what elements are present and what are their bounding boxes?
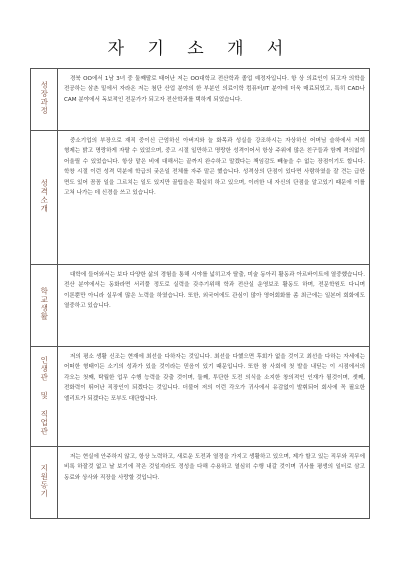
section-text-school-life: 대학에 들어와서는 보다 다양한 삶의 경험을 통해 시야를 넓히고자 탈출, 미술 동아리 활동과 아르바이트에 열중했습니다. 전산 분야에서는 동화라면 서리풀 정도로 실력을 갖추기위해 학과 전산실 운영보조 활동도 하며, 전문학원도 다니며 이론뿐만 아니라 실무에 많은 노력을 하였습니다. 또한, 외국어에도 관심이 많아 영어회화를 좀 최근에는 일본어 회화에도 열중하고 있습니다.	[58, 265, 370, 347]
section-row-motivation	[31, 447, 370, 519]
section-row-school-life	[31, 265, 370, 347]
section-row-personality	[31, 131, 370, 265]
document-title: 자 기 소 개 서	[107, 39, 293, 59]
section-text-personality: 중소기업의 부장으로 재직 중이신 근엄하신 아버지와 늘 화목과 성실을 강조하시는 자상하신 어머님 슬하에서 저희 형제는 밝고 명랑하게 자랄 수 있었으며, 중고 시절 일만하고 명랑한 성격이어서 항상 주위에 많은 친구들과 함께 격의없이 어울릴 수 있었습니다. 항상 맡은 비에 대해서는 끝까지 완수하고 말겠다는 책임감도 빼놓을 수 없는 장점이기도 합니다. 학창 시절 이런 성격 덕분에 학급의 궂은일 전체를 자주 맡곤 했습니다. 성격상의 단점이 있다면 사람하였을 잘 견는 급한 면도 있어 꼼꼼 일을 그르치는 일도 있지만 꿀팁을은 확실히 하고 있으며, 이러한 내 자신의 단점을 알고있기 때문에 이를 고쳐 나가는 데 신경을 쓰고 있습니다.	[58, 131, 370, 265]
section-text-life-view: 저의 평소 생활 신조는 현재에 최선을 다하자는 것입니다. 최선을 다했으면 후회가 없을 것이고 최선을 다하는 자세에는 어떠한 형태이든 소기의 성과가 있을 것이라는 믿음이 있기 때문입니다. 또한 참 사회에 첫 발을 내딛는 이 시점에서의 각오는 첫째, 탁월한 업무 수행 능력을 갖출 것이며, 둘째, 투단한 도전 의식을 소지한 창의적인 인재가 될것이며, 셋째, 전화력이 뛰어난 직장인이 되겠다는 것입니다. 더불어 저의 이런 각오가 귀사에서 유감없이 발휘되어 회사에 꼭 필요한 엘리트가 되겠다는 포부도 대단합니다.	[58, 347, 370, 447]
section-label-motivation: 지원동기	[31, 447, 58, 519]
section-label-life-view: 인생관 및 직업관	[31, 347, 58, 447]
section-label-personality: 성격소개	[31, 131, 58, 265]
section-label-growth: 성장과정	[31, 69, 58, 131]
section-row-growth	[31, 69, 370, 131]
section-text-growth: 경북 OO에서 1남 3녀 중 둘째딸로 태어난 저는 OO대학교 전산학과 졸업 예정자입니다. 항 상 의료인이 되고자 의학을 전공하는 삼촌 밑에서 자라온 저는 첨단 산업 분야의 한 부분인 의료이학 컴퓨터/IT 분야에 더욱 매료되었고, 특히 CAD나 CAM 분야에서 독보적인 전문가가 되고자 전산학과를 택하게 되었습니다.	[58, 69, 370, 131]
section-text-motivation: 저는 현실에 안주하지 않고, 항상 노력하고, 새로운 도전과 열정을 가지고 생활하고 있으며, 제가 할고 있는 직무와 직무에 비록 하잘것 없고 날 보기에 작은 것일지라도 정성을 다해 수용하고 열심히 수행 내갈 것이며 귀사를 평생의 일터로 삼고 동료와 상사와 직장을 사랑할 것입니다.	[58, 447, 370, 519]
resume-table	[30, 68, 370, 519]
section-row-life-view	[31, 347, 370, 447]
section-label-school-life: 학교생활	[31, 265, 58, 347]
